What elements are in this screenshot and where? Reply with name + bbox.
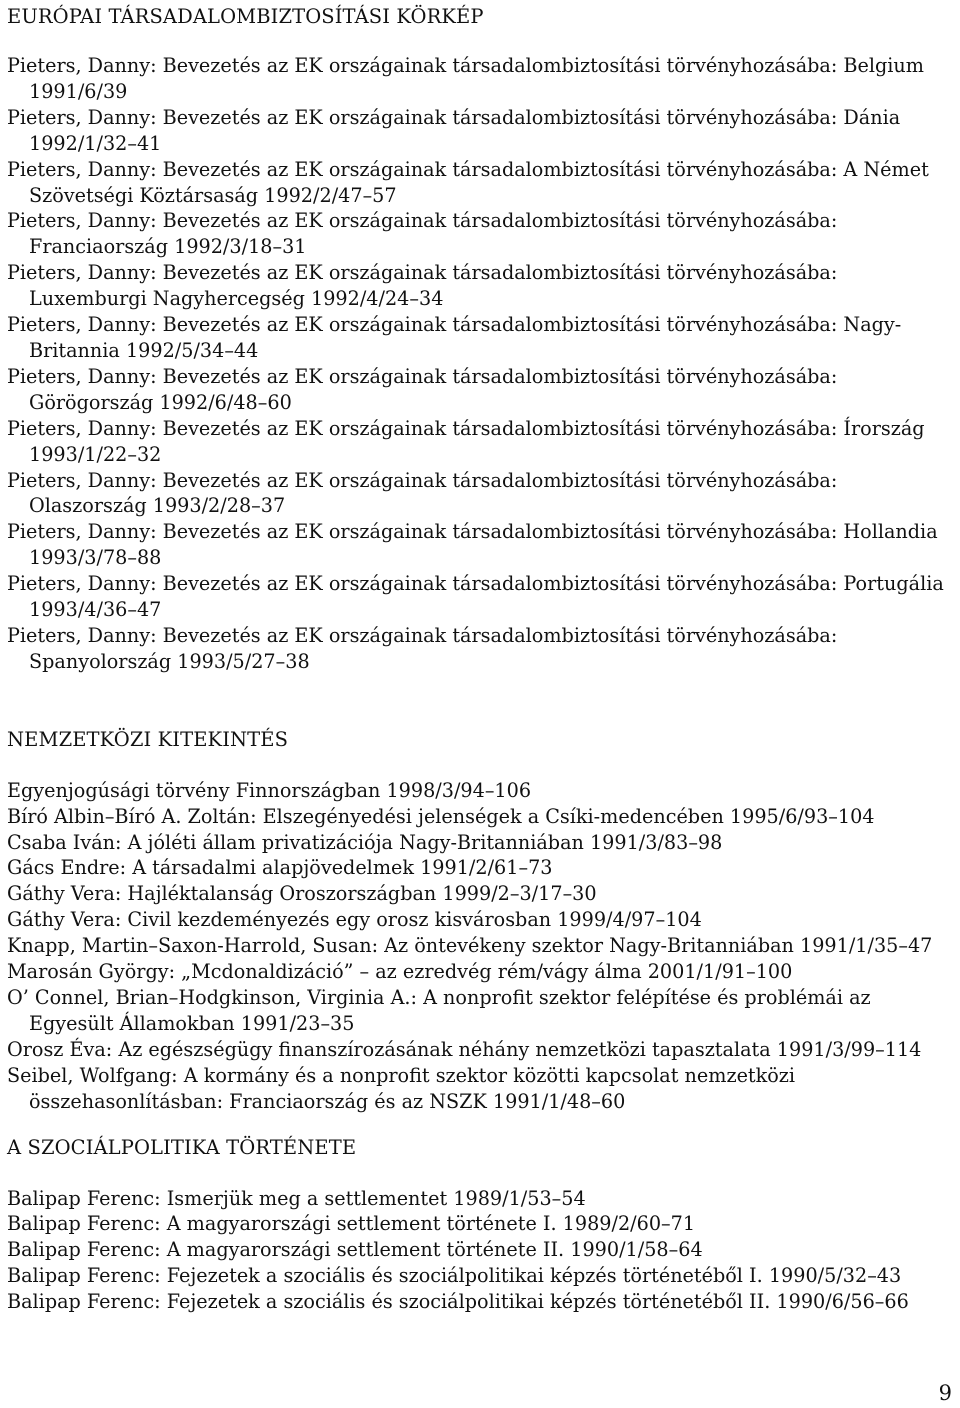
entry-list [7, 53, 953, 675]
bibliography-entry: Egyenjogúsági törvény Finnországban 1998/3/94–106 [7, 778, 532, 802]
bibliography-entry: Balipap Ferenc: Fejezetek a szociális és szociálpolitikai képzés történetéből I. 1990/5/32–43 [7, 1264, 902, 1288]
bibliography-entry: Pieters, Danny: Bevezetés az EK országainak társadalombiztosítási törvényhozásába: Hollandia 1993/3/78–88 [7, 520, 938, 570]
bibliography-entry: Pieters, Danny: Bevezetés az EK országainak társadalombiztosítási törvényhozásába: Dánia 1992/1/32–41 [7, 105, 901, 155]
section-heading: NEMZETKÖZI KITEKINTÉS [7, 727, 289, 751]
bibliography-entry: Gács Endre: A társadalmi alapjövedelmek 1991/2/61–73 [7, 856, 553, 880]
bibliography-entry: Pieters, Danny: Bevezetés az EK országainak társadalombiztosítási törvényhozásába: Franciaország 1992/3/18–31 [7, 209, 838, 259]
section-heading: A SZOCIÁLPOLITIKA TÖRTÉNETE [7, 1135, 357, 1159]
bibliography-entry: Bíró Albin–Bíró A. Zoltán: Elszegényedési jelenségek a Csíki-medencében 1995/6/93–104 [7, 804, 875, 828]
bibliography-entry: Pieters, Danny: Bevezetés az EK országainak társadalombiztosítási törvényhozásába: A Német Szövetségi Köztársaság 1992/2/47–57 [7, 157, 929, 207]
document-page [7, 4, 953, 1315]
entry-list [7, 1186, 953, 1316]
section-european-social-security [7, 4, 953, 675]
entry-list [7, 778, 953, 1115]
bibliography-entry: Seibel, Wolfgang: A kormány és a nonprofit szektor közötti kapcsolat nemzetközi összehasonlításban: Franciaország és az NSZK 1991/1/48–60 [7, 1063, 796, 1113]
bibliography-entry: Pieters, Danny: Bevezetés az EK országainak társadalombiztosítási törvényhozásába: Portugália 1993/4/36–47 [7, 572, 944, 622]
bibliography-entry: O’ Connel, Brian–Hodgkinson, Virginia A.: A nonprofit szektor felépítése és problémái az Egyesült Államokban 1991/23–35 [7, 986, 871, 1035]
bibliography-entry: Csaba Iván: A jóléti állam privatizációja Nagy-Britanniában 1991/3/83–98 [7, 830, 723, 854]
bibliography-entry: Gáthy Vera: Hajléktalanság Oroszországban 1999/2–3/17–30 [7, 882, 597, 906]
page-number: 9 [938, 1381, 952, 1405]
section-international-outlook [7, 727, 953, 1115]
bibliography-entry: Gáthy Vera: Civil kezdeményezés egy orosz kisvárosban 1999/4/97–104 [7, 908, 702, 932]
bibliography-entry: Pieters, Danny: Bevezetés az EK országainak társadalombiztosítási törvényhozásába: Görögország 1992/6/48–60 [7, 364, 838, 414]
bibliography-entry: Pieters, Danny: Bevezetés az EK országainak társadalombiztosítási törvényhozásába: Nagy-Britannia 1992/5/34–44 [7, 313, 902, 362]
bibliography-entry: Marosán György: „Mcdonaldizáció” – az ezredvég rém/vágy álma 2001/1/91–100 [7, 960, 793, 984]
bibliography-entry: Balipap Ferenc: A magyarországi settlement története I. 1989/2/60–71 [7, 1212, 696, 1236]
bibliography-entry: Pieters, Danny: Bevezetés az EK országainak társadalombiztosítási törvényhozásába: Spanyolország 1993/5/27–38 [7, 623, 838, 673]
bibliography-entry: Knapp, Martin–Saxon-Harrold, Susan: Az öntevékeny szektor Nagy-Britanniában 1991/1/35–47 [7, 934, 933, 958]
bibliography-entry: Pieters, Danny: Bevezetés az EK országainak társadalombiztosítási törvényhozásába: Luxemburgi Nagyhercegség 1992/4/24–34 [7, 261, 838, 311]
section-social-policy-history [7, 1135, 953, 1316]
bibliography-entry: Pieters, Danny: Bevezetés az EK országainak társadalombiztosítási törvényhozásába: Belgium 1991/6/39 [7, 54, 924, 103]
bibliography-entry: Balipap Ferenc: Fejezetek a szociális és szociálpolitikai képzés történetéből II. 1990/6/56–66 [7, 1290, 909, 1314]
section-heading: EURÓPAI TÁRSADALOMBIZTOSÍTÁSI KÖRKÉP [7, 5, 484, 28]
bibliography-entry: Pieters, Danny: Bevezetés az EK országainak társadalombiztosítási törvényhozásába: Olaszország 1993/2/28–37 [7, 468, 838, 518]
bibliography-entry: Orosz Éva: Az egészségügy finanszírozásának néhány nemzetközi tapasztalata 1991/3/99–114 [7, 1037, 922, 1061]
bibliography-entry: Balipap Ferenc: Ismerjük meg a settlementet 1989/1/53–54 [7, 1186, 586, 1210]
bibliography-entry: Balipap Ferenc: A magyarországi settlement története II. 1990/1/58–64 [7, 1238, 703, 1262]
bibliography-entry: Pieters, Danny: Bevezetés az EK országainak társadalombiztosítási törvényhozásába: Írország 1993/1/22–32 [7, 416, 925, 466]
